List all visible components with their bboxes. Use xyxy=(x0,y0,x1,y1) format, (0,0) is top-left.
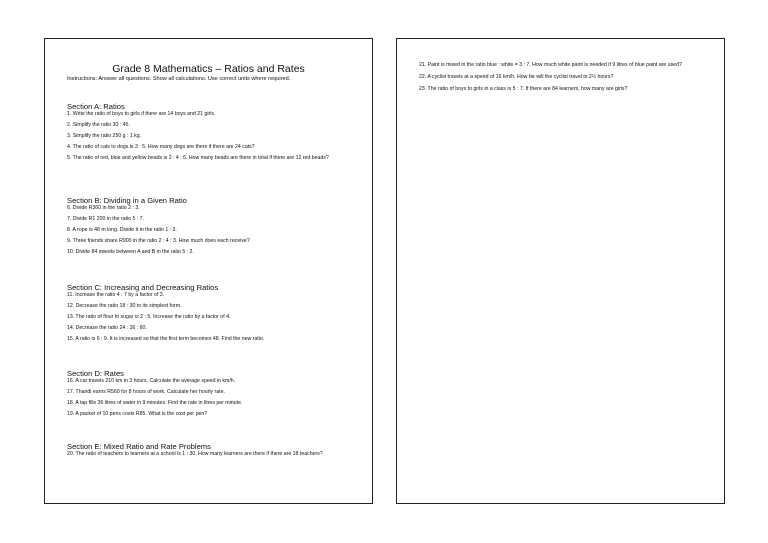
question-item: 19. A packet of 10 pens costs R85. What is the cost per pen? xyxy=(67,411,208,418)
document-page-2 xyxy=(396,38,725,504)
question-item: 15. A ratio is 6 : 9. It is increased so that the first term becomes 48. Find the new ratio. xyxy=(67,336,265,343)
instructions-text: Instructions: Answer all questions. Show all calculations. Use correct units where required. xyxy=(67,76,291,82)
question-item: 1. Write the ratio of boys to girls if there are 14 boys and 21 girls. xyxy=(67,111,216,117)
section-c xyxy=(67,283,358,347)
question-item: 9. Three friends share R900 in the ratio 2 : 4 : 3. How much does each receive? xyxy=(67,238,250,245)
question-item: 23. The ratio of boys to girls in a class is 5 : 7. If there are 84 learners, how many are girls? xyxy=(419,85,628,92)
section-a xyxy=(67,102,358,166)
question-item: 18. A tap fills 36 litres of water in 9 minutes. Find the rate in litres per minute. xyxy=(67,400,243,407)
question-item: 17. Thandi earns R560 for 8 hours of work. Calculate her hourly rate. xyxy=(67,389,225,396)
section-heading: Section C: Increasing and Decreasing Ratios xyxy=(67,283,219,292)
question-item: 5. The ratio of red, blue and yellow beads is 2 : 4 : 6. How many beads are there in total if there are 12 red beads? xyxy=(67,155,329,162)
section-d xyxy=(67,369,358,422)
section-e xyxy=(67,442,358,462)
question-item: 4. The ratio of cats to dogs is 3 : 5. How many dogs are there if there are 24 cats? xyxy=(67,144,255,151)
question-item: 20. The ratio of teachers to learners at a school is 1 : 30. How many learners are there if there are 18 teachers? xyxy=(67,451,323,457)
section-heading: Section B: Dividing in a Given Ratio xyxy=(67,196,187,205)
question-item: 3. Simplify the ratio 250 g : 1 kg. xyxy=(67,133,142,140)
question-item: 22. A cyclist travels at a speed of 16 km/h. How far will the cyclist travel in 2½ hours? xyxy=(419,73,614,80)
question-item: 21. Paint is mixed in the ratio blue : white = 3 : 7. How much white paint is needed if 9 litres of blue paint are used? xyxy=(419,62,682,68)
question-item: 8. A rope is 48 m long. Divide it in the ratio 1 : 3. xyxy=(67,227,177,234)
question-item: 6. Divide R360 in the ratio 2 : 3. xyxy=(67,205,140,211)
section-heading: Section D: Rates xyxy=(67,369,124,378)
section-b xyxy=(67,196,358,260)
section-e-continued xyxy=(419,62,710,97)
section-heading: Section A: Ratios xyxy=(67,102,125,111)
question-item: 11. Increase the ratio 4 : 7 by a factor of 3. xyxy=(67,292,165,298)
question-item: 10. Divide 84 sweets between A and B in the ratio 5 : 2. xyxy=(67,249,194,256)
section-heading: Section E: Mixed Ratio and Rate Problems xyxy=(67,442,211,451)
question-item: 16. A car travels 210 km in 3 hours. Calculate the average speed in km/h. xyxy=(67,378,236,384)
document-title: Grade 8 Mathematics – Ratios and Rates xyxy=(112,63,305,75)
question-item: 2. Simplify the ratio 30 : 45. xyxy=(67,122,130,129)
question-item: 7. Divide R1 200 in the ratio 5 : 7. xyxy=(67,216,144,223)
question-item: 14. Decrease the ratio 24 : 36 : 60. xyxy=(67,325,147,332)
question-item: 13. The ratio of flour to sugar is 2 : 5. Increase the ratio by a factor of 4. xyxy=(67,314,231,321)
document-page-1 xyxy=(44,38,373,504)
question-item: 12. Decrease the ratio 18 : 30 to its simplest form. xyxy=(67,303,182,310)
